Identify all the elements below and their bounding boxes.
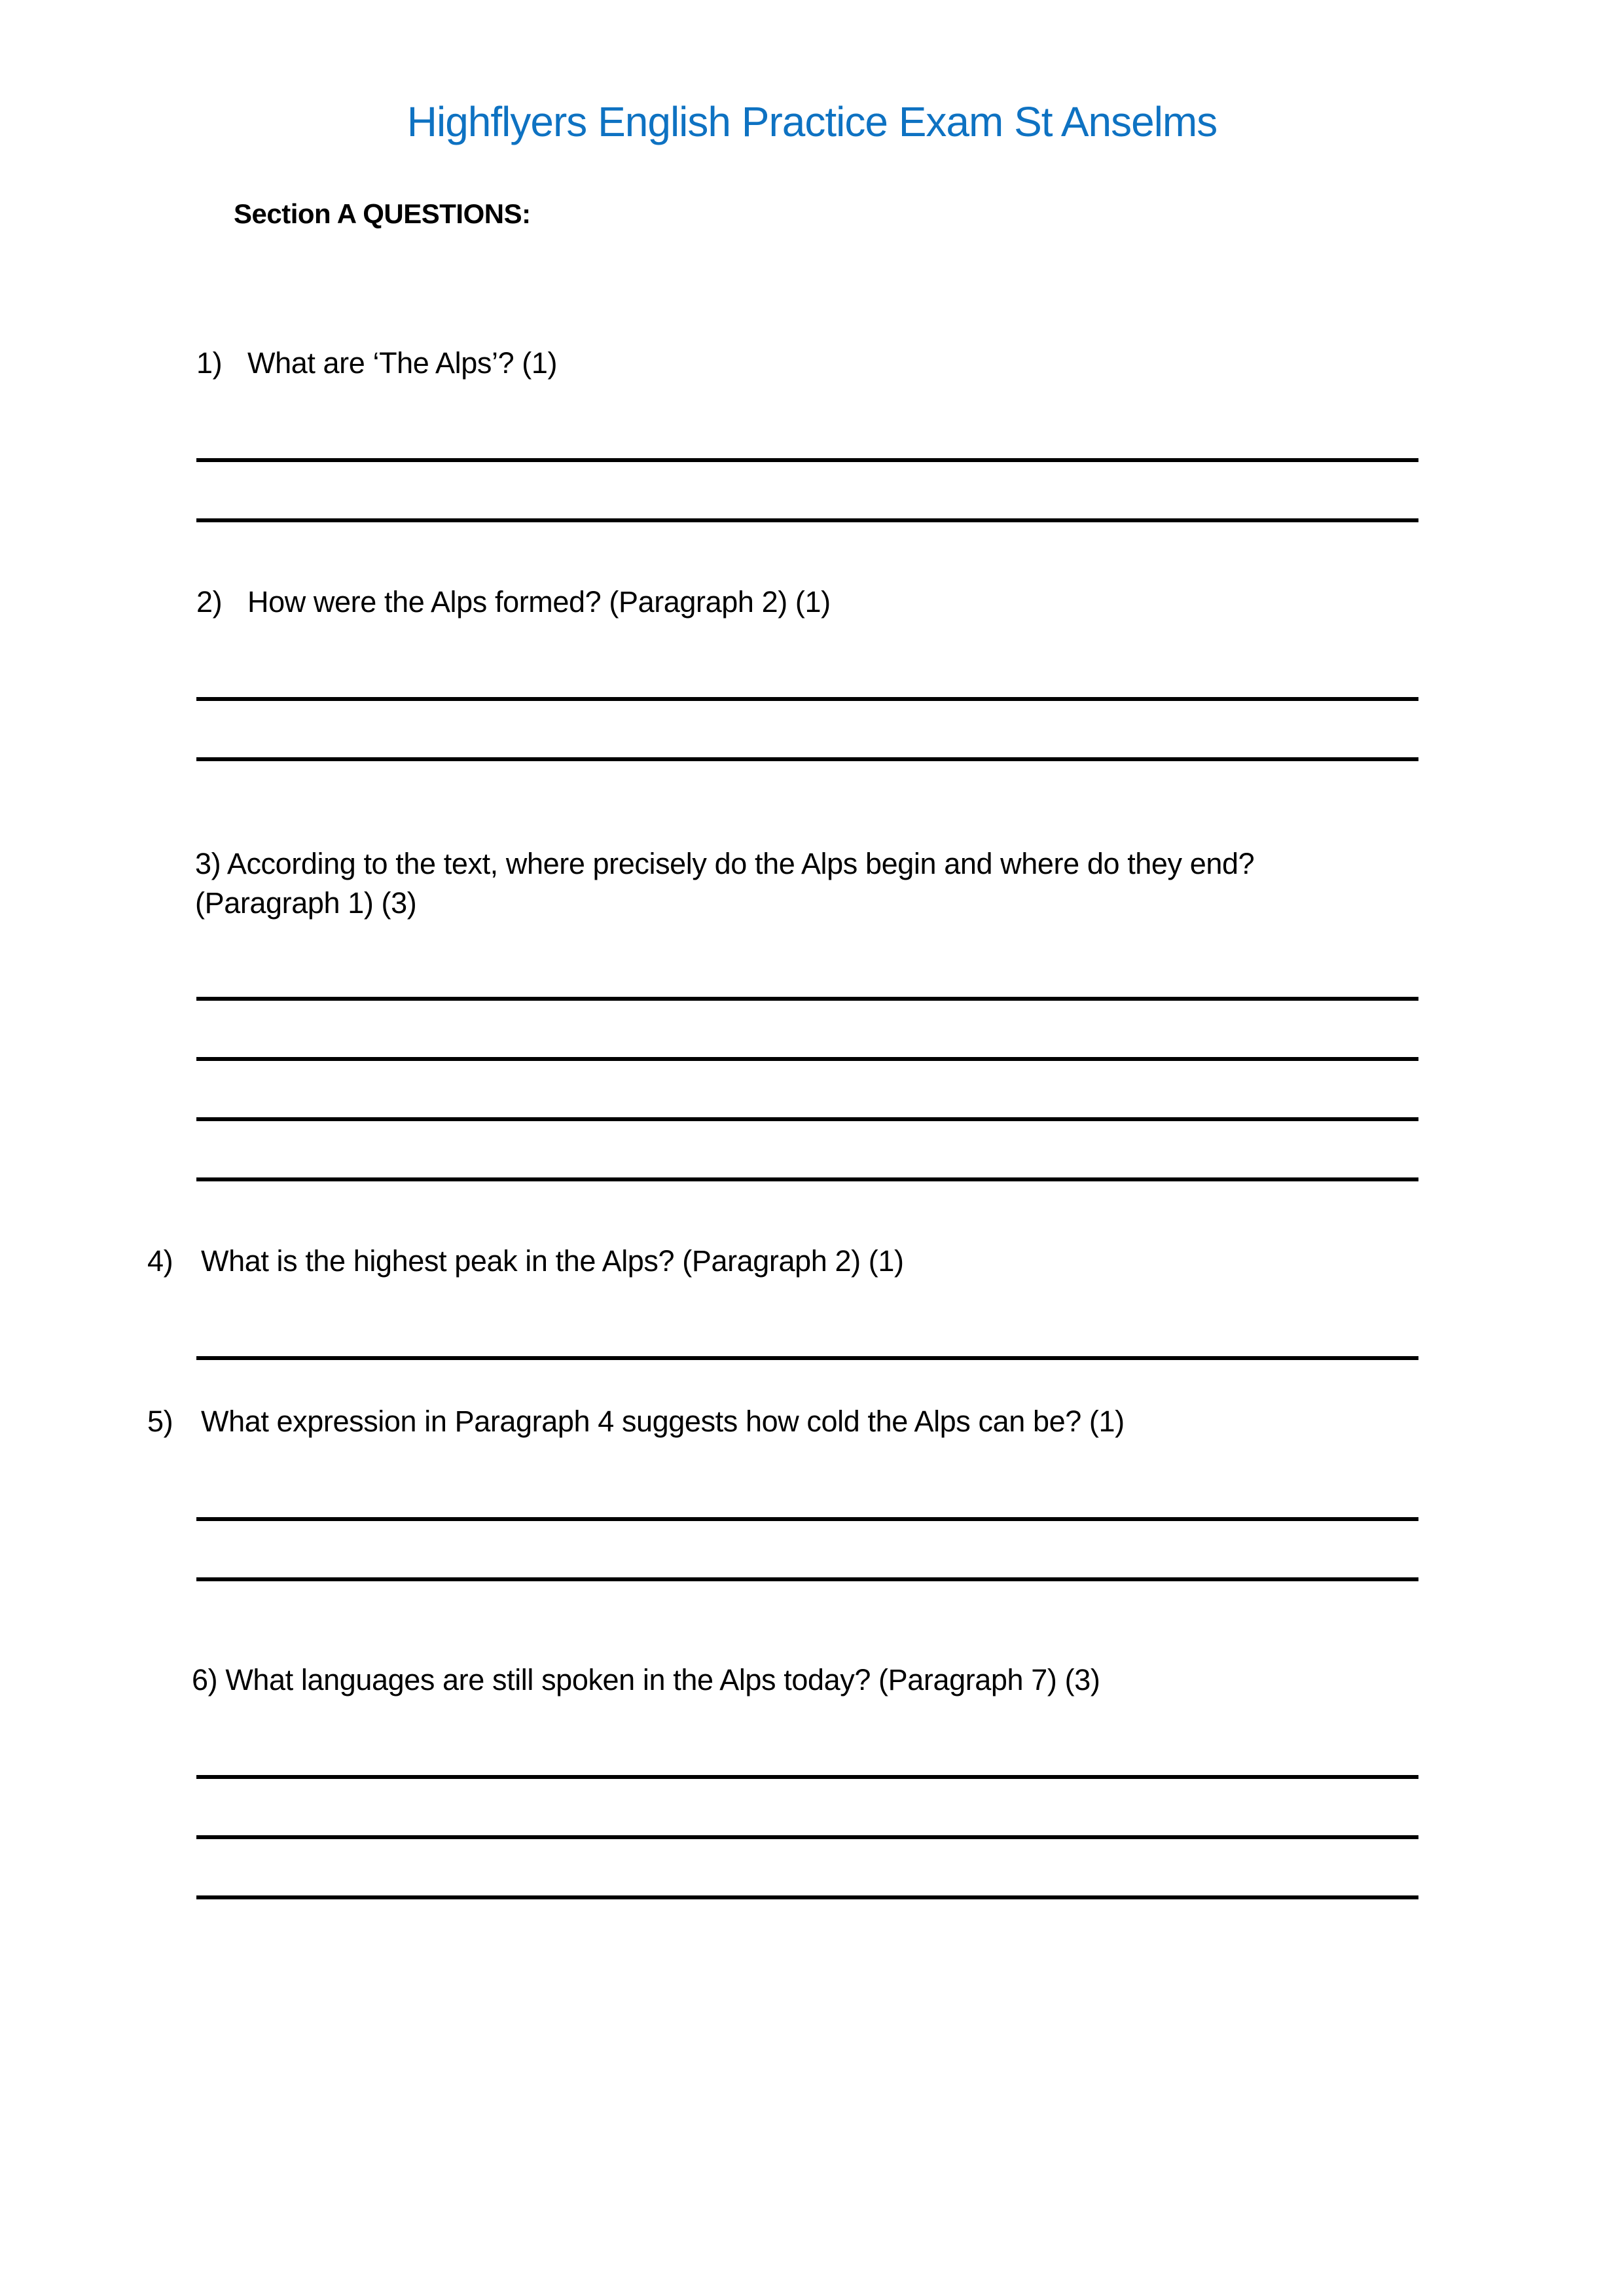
question-1-number: 1) xyxy=(196,346,223,380)
question-3-line2: (Paragraph 1) (3) xyxy=(195,886,417,920)
answer-line xyxy=(196,1356,1418,1360)
answer-line xyxy=(196,1775,1418,1779)
question-4 xyxy=(147,1242,904,1281)
question-6-answer-lines xyxy=(196,1775,1418,1899)
question-2-text: How were the Alps formed? (Paragraph 2) (1) xyxy=(247,585,831,619)
answer-line xyxy=(196,997,1418,1001)
question-2-answer-lines xyxy=(196,697,1418,761)
answer-line xyxy=(196,1117,1418,1121)
question-4-number: 4) xyxy=(147,1244,173,1278)
answer-line xyxy=(196,757,1418,761)
answer-line xyxy=(196,1177,1418,1181)
answer-line xyxy=(196,458,1418,462)
question-2-number: 2) xyxy=(196,585,223,619)
answer-line xyxy=(196,1057,1418,1061)
question-6-number: 6) xyxy=(192,1663,218,1696)
answer-line xyxy=(196,1835,1418,1839)
section-heading: Section A QUESTIONS: xyxy=(234,198,531,229)
question-1-text: What are ‘The Alps’? (1) xyxy=(247,346,558,380)
question-6 xyxy=(192,1660,1100,1700)
page-title: Highflyers English Practice Exam St Anselms xyxy=(406,98,1218,145)
question-3-text: According to the text, where precisely do the Alps begin and where do they end? xyxy=(226,847,1255,880)
question-5-text: What expression in Paragraph 4 suggests how cold the Alps can be? (1) xyxy=(201,1405,1125,1438)
answer-line xyxy=(196,518,1418,522)
question-3-answer-lines xyxy=(196,997,1418,1181)
answer-line xyxy=(196,1895,1418,1899)
question-1-answer-lines xyxy=(196,458,1418,522)
question-1 xyxy=(196,344,557,383)
question-6-text: What languages are still spoken in the Alps today? (Paragraph 7) (3) xyxy=(225,1663,1100,1696)
question-5 xyxy=(147,1402,1125,1441)
question-3 xyxy=(195,844,1254,923)
answer-line xyxy=(196,1517,1418,1521)
question-2 xyxy=(196,583,831,622)
question-3-number: 3) xyxy=(195,847,221,880)
question-3-line1 xyxy=(195,844,1254,884)
question-4-text: What is the highest peak in the Alps? (Paragraph 2) (1) xyxy=(201,1244,904,1278)
answer-line xyxy=(196,697,1418,701)
question-5-number: 5) xyxy=(147,1405,173,1438)
question-4-answer-lines xyxy=(196,1356,1418,1360)
answer-line xyxy=(196,1577,1418,1581)
question-5-answer-lines xyxy=(196,1517,1418,1581)
question-6-line1 xyxy=(192,1660,1100,1700)
